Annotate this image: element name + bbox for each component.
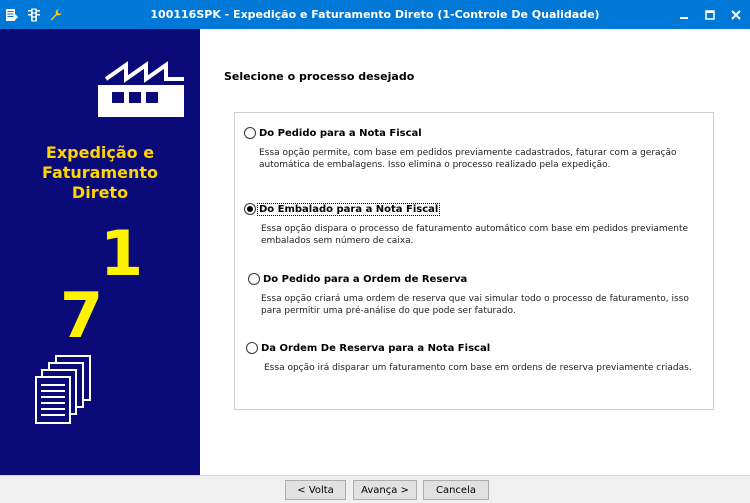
option-description-line-1: Essa opção dispara o processo de faturamento automático com base em pedidos previamente [261,224,689,234]
option-ordem-reserva-nota-fiscal[interactable] [246,342,692,374]
maximize-icon[interactable] [702,7,718,23]
step-number-top: 1 [100,217,144,290]
option-label[interactable]: Da Ordem De Reserva para a Nota Fiscal [261,342,491,354]
option-description [261,293,689,317]
factory-icon [96,49,188,123]
window-title: 100116SPK - Expedição e Faturamento Direto (1-Controle De Qualidade) [150,8,600,21]
option-pedido-ordem-reserva[interactable] [248,273,689,317]
option-label[interactable]: Do Pedido para a Ordem de Reserva [263,273,468,285]
radio-pedido-ordem-reserva[interactable] [248,273,260,285]
wizard-content [200,29,750,475]
sidebar-title-line-3: Direto [71,183,129,202]
wizard-sidebar [0,29,200,475]
page-heading: Selecione o processo desejado [224,70,415,83]
radio-embalado-nota-fiscal[interactable] [244,203,256,215]
option-description-line-1: Essa opção permite, com base em pedidos previamente cadastrados, faturar com a geração [259,148,677,158]
option-description-line-2: embalados sem número de caixa. [261,236,414,246]
next-button[interactable]: Avança > [353,480,417,500]
process-options-group [234,112,714,410]
option-pedido-nota-fiscal[interactable] [244,127,677,171]
option-description [264,362,692,374]
radio-ordem-reserva-nota-fiscal[interactable] [246,342,258,354]
option-description [259,147,677,171]
traffic-light-icon[interactable] [26,7,42,23]
title-bar [0,0,750,29]
menu-doc-icon[interactable] [4,7,20,23]
option-description-line-2: para permitir uma pré-análise do que pode ser faturado. [261,306,516,316]
option-description-line-2: automática de embalagens. Isso elimina o processo realizado pela expedição. [259,160,611,170]
documents-icon [34,354,94,430]
window-controls [676,0,744,29]
sidebar-title-line-2: Faturamento [41,163,159,182]
back-button[interactable]: < Volta [285,480,346,500]
option-description-line-1: Essa opção criará uma ordem de reserva que vai simular todo o processo de faturamento, isso [261,294,689,304]
wrench-icon[interactable] [48,7,64,23]
radio-selected-dot [247,206,253,212]
minimize-icon[interactable] [676,7,692,23]
option-embalado-nota-fiscal[interactable] [244,203,688,247]
sidebar-title [0,143,200,203]
option-label[interactable]: Do Pedido para a Nota Fiscal [259,127,422,139]
option-label[interactable]: Do Embalado para a Nota Fiscal [259,203,439,215]
sidebar-title-line-1: Expedição e [45,143,155,162]
option-description [261,223,688,247]
cancel-button[interactable]: Cancela [423,480,489,500]
step-number-bottom: 7 [60,279,104,352]
title-icons [0,7,80,23]
radio-pedido-nota-fiscal[interactable] [244,127,256,139]
wizard-footer [0,475,750,503]
close-icon[interactable] [728,7,744,23]
option-description-line-1: Essa opção irá disparar um faturamento com base em ordens de reserva previamente criadas. [264,363,692,373]
